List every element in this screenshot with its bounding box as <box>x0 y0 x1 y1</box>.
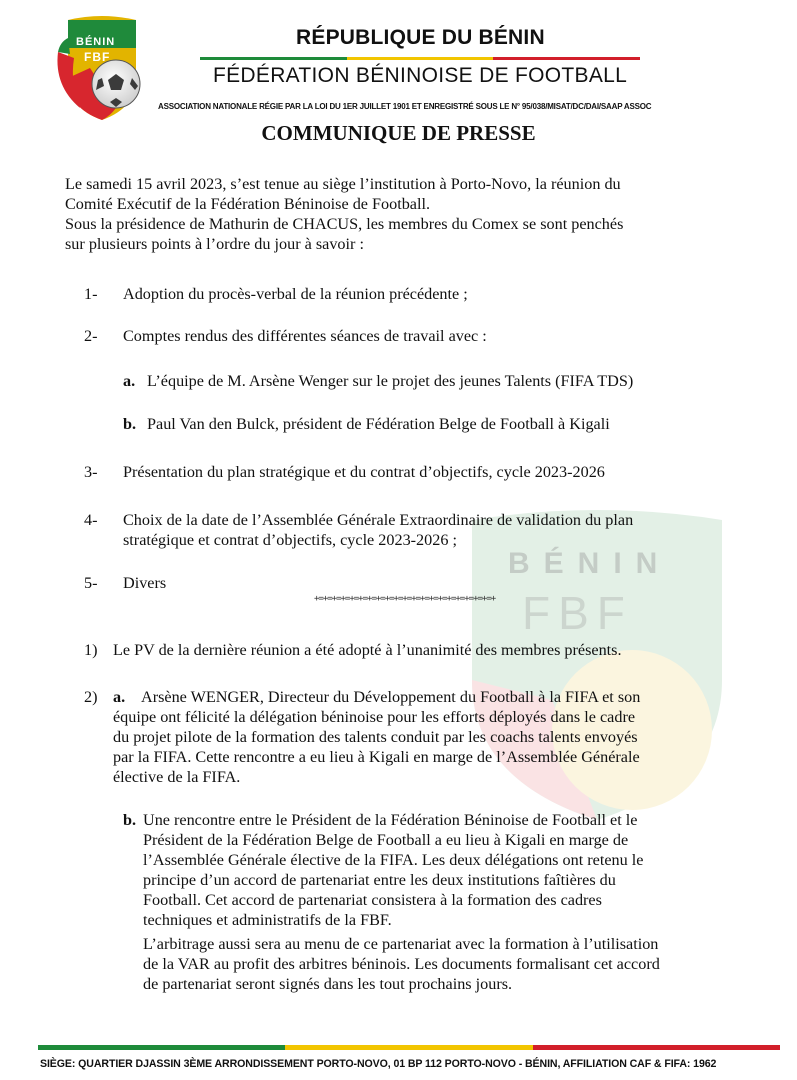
document-title: COMMUNIQUE DE PRESSE <box>261 121 536 145</box>
agenda-item: stratégique et contrat d’objectifs, cycle 2023-2026 ; <box>123 531 457 549</box>
result-b-line: de partenariat seront signés dans les tout prochains jours. <box>143 975 513 993</box>
agenda-number: 5- <box>84 574 98 592</box>
footer-address: SIÈGE: QUARTIER DJASSIN 3ÈME ARRONDISSEMENT PORTO-NOVO, 01 BP 112 PORTO-NOVO - BÉNIN, AFFILIATION CAF & FIFA: 1962 <box>40 1058 717 1070</box>
agenda-number: 2- <box>84 327 98 345</box>
result-number: 1) <box>84 641 98 659</box>
watermark-top-text: BÉNIN <box>508 547 672 580</box>
agenda-sub-letter: b. <box>123 415 137 433</box>
footer-flag-bar <box>38 1045 780 1050</box>
result-a-line: Arsène WENGER, Directeur du Développement du Football à la FIFA et son <box>141 688 641 706</box>
result-a-line: par la FIFA. Cette rencontre a eu lieu à Kigali en marge de l’Assemblée Générale <box>113 748 640 766</box>
section-separator: +=+=+=+=+=+=+=+=+=+=+=+=+=+=+=+=+=+=+=+=+ <box>314 594 496 604</box>
watermark-bottom-text: FBF <box>522 587 633 639</box>
agenda-item: Choix de la date de l’Assemblée Générale Extraordinaire de validation du plan <box>123 511 634 529</box>
intro-line: sur plusieurs points à l’ordre du jour à savoir : <box>65 235 364 253</box>
agenda-number: 4- <box>84 511 98 529</box>
result-b-line: de la VAR au profit des arbitres béninois. Les documents formalisant cet accord <box>143 955 660 973</box>
result-number: 2) <box>84 688 98 706</box>
result-text: Le PV de la dernière réunion a été adopté à l’unanimité des membres présents. <box>113 641 622 659</box>
agenda-sub-item: Paul Van den Bulck, président de Fédération Belge de Football à Kigali <box>147 415 610 433</box>
result-sub-letter: a. <box>113 688 126 706</box>
result-b-line: Président de la Fédération Belge de Football a eu lieu à Kigali en marge de <box>143 831 629 849</box>
agenda-number: 1- <box>84 285 98 303</box>
result-b-line: Une rencontre entre le Président de la Fédération Béninoise de Football et le <box>143 811 638 829</box>
logo-top-text: BÉNIN <box>76 36 116 48</box>
intro-line: Le samedi 15 avril 2023, s’est tenue au siège l’institution à Porto-Novo, la réunion du <box>65 175 621 193</box>
flag-divider <box>200 57 640 60</box>
agenda-number: 3- <box>84 463 98 481</box>
result-b-line: techniques et administratifs de la FBF. <box>143 911 392 929</box>
logo-bottom-text: FBF <box>84 50 111 64</box>
agenda-sub-letter: a. <box>123 372 136 390</box>
result-b-line: l’Assemblée Générale élective de la FIFA. Les deux délégations ont retenu le <box>143 851 644 869</box>
agenda-item: Présentation du plan stratégique et du contrat d’objectifs, cycle 2023-2026 <box>123 463 605 481</box>
result-a-line: élective de la FIFA. <box>113 768 241 786</box>
republic-title: RÉPUBLIQUE DU BÉNIN <box>296 26 545 49</box>
result-sub-letter: b. <box>123 811 137 829</box>
result-b-line: principe d’un accord de partenariat entre les deux institutions faîtières du <box>143 871 616 889</box>
association-line: ASSOCIATION NATIONALE RÉGIE PAR LA LOI DU 1ER JUILLET 1901 ET ENREGISTRÉ SOUS LE N° 95/038/MISAT/DC/DAI/SAAP ASSOC <box>158 102 652 111</box>
result-a-line: équipe ont félicité la délégation béninoise pour les efforts déployés dans le cadre <box>113 708 636 726</box>
intro-line: Comité Exécutif de la Fédération Béninoise de Football. <box>65 195 431 213</box>
result-b-line: Football. Cet accord de partenariat consistera à la formation des cadres <box>143 891 602 909</box>
fbf-logo <box>50 8 155 123</box>
agenda-sub-item: L’équipe de M. Arsène Wenger sur le projet des jeunes Talents (FIFA TDS) <box>147 372 634 390</box>
result-b-line: L’arbitrage aussi sera au menu de ce partenariat avec la formation à l’utilisation <box>143 935 659 953</box>
agenda-item: Divers <box>123 574 167 592</box>
agenda-item: Adoption du procès-verbal de la réunion précédente ; <box>123 285 468 303</box>
federation-title: FÉDÉRATION BÉNINOISE DE FOOTBALL <box>213 64 628 87</box>
agenda-item: Comptes rendus des différentes séances de travail avec : <box>123 327 487 345</box>
intro-line: Sous la présidence de Mathurin de CHACUS, les membres du Comex se sont penchés <box>65 215 624 233</box>
result-a-line: du projet pilote de la formation des talents conduit par les coachs talents envoyés <box>113 728 638 746</box>
